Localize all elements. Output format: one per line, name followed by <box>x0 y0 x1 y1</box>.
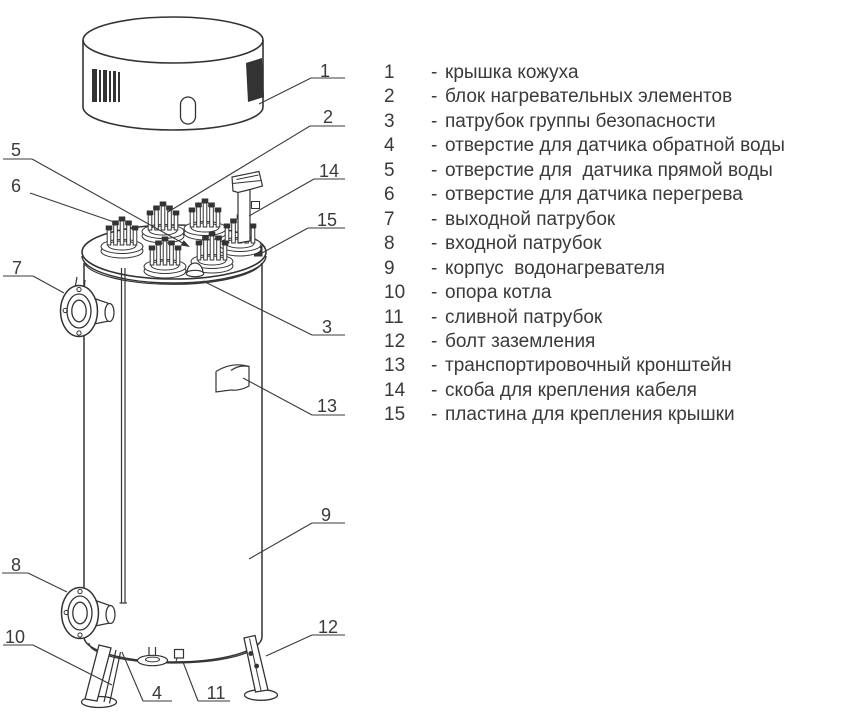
legend-item-number: 6 <box>384 184 395 206</box>
legend-item-number: 12 <box>384 330 406 352</box>
legend-item-separator: - <box>431 208 438 230</box>
legend-item-separator: - <box>431 282 438 304</box>
legend-item-7 <box>384 208 854 232</box>
legend-item-2 <box>384 85 854 109</box>
legend-item-separator: - <box>431 379 438 401</box>
legend-item-desc: транспортировочный кронштейн <box>445 355 732 377</box>
legend-item-6 <box>384 183 854 207</box>
legend-item-desc: патрубок группы безопасности <box>445 110 716 132</box>
callout-label-1: 1 <box>319 61 331 81</box>
legend-item-desc: отверстие для датчика прямой воды <box>445 159 773 181</box>
legend-item-12 <box>384 330 854 354</box>
legend-item-desc: входной патрубок <box>445 233 602 255</box>
legend-item-number: 10 <box>384 282 406 304</box>
legend-item-separator: - <box>431 110 438 132</box>
outlet-pipe-flange <box>61 286 115 337</box>
vent-slots-right-icon <box>246 58 264 102</box>
legend-item-1 <box>384 61 854 85</box>
legend-item-separator: - <box>431 86 438 108</box>
leader-lines <box>2 78 345 701</box>
legend-item-8 <box>384 232 854 256</box>
callout-label-2: 2 <box>322 107 334 127</box>
legend-item-number: 8 <box>384 233 395 255</box>
callout-label-4: 4 <box>151 683 163 703</box>
callout-numbers <box>5 61 339 703</box>
legend-item-desc: корпус водонагревателя <box>445 257 665 279</box>
legend-item-11 <box>384 306 854 330</box>
grounding-bolt-2 <box>254 664 259 669</box>
legend-item-separator: - <box>431 257 438 279</box>
legend-item-separator: - <box>431 404 438 426</box>
legend-item-desc: скоба для крепления кабеля <box>445 379 697 401</box>
callout-label-8: 8 <box>10 555 22 575</box>
inlet-pipe-flange <box>62 588 116 639</box>
legend-item-number: 5 <box>384 159 395 181</box>
legend-item-number: 1 <box>384 62 395 83</box>
legend-item-number: 13 <box>384 355 406 377</box>
legend-item-number: 14 <box>384 379 406 401</box>
callout-label-11: 11 <box>206 683 226 703</box>
legend-item-14 <box>384 379 854 403</box>
legend-item-number: 2 <box>384 86 395 108</box>
grounding-bolt <box>248 651 253 656</box>
legend-item-separator: - <box>431 62 438 83</box>
vent-slots-left-icon <box>92 69 120 102</box>
legend-item-number: 7 <box>384 208 395 230</box>
legend-item-number: 3 <box>384 110 395 132</box>
callout-label-3: 3 <box>321 317 333 337</box>
legend-item-desc: пластина для крепления крышки <box>445 404 735 426</box>
callout-label-6: 6 <box>10 176 22 196</box>
callout-label-13: 13 <box>316 396 338 416</box>
legend-item-number: 9 <box>384 257 395 279</box>
callout-label-15: 15 <box>316 210 338 230</box>
legend-item-15 <box>384 403 854 427</box>
legend-item-desc: болт заземления <box>445 330 596 352</box>
legend-item-desc: отверстие для датчика перегрева <box>445 184 743 206</box>
legend-item-separator: - <box>431 330 438 352</box>
legend-item-3 <box>384 110 854 134</box>
legend-item-desc: блок нагревательных элементов <box>445 86 733 108</box>
legend-item-desc: отверстие для датчика обратной воды <box>445 135 785 157</box>
cap-keyhole <box>181 97 196 124</box>
casing-cap <box>83 17 264 130</box>
legend-item-number: 15 <box>384 404 406 426</box>
callout-label-10: 10 <box>4 627 26 647</box>
legend-item-desc: крышка кожуха <box>445 62 579 83</box>
legend-item-separator: - <box>431 159 438 181</box>
legend-item-13 <box>384 354 854 378</box>
callout-label-7: 7 <box>11 258 23 278</box>
callout-label-14: 14 <box>318 161 340 181</box>
legend-item-number: 11 <box>384 306 404 328</box>
legend-list <box>384 61 854 428</box>
legend-item-desc: сливной патрубок <box>445 306 603 328</box>
callout-label-9: 9 <box>320 505 332 525</box>
legend-item-9 <box>384 257 854 281</box>
support-legs <box>82 636 278 708</box>
legend-item-desc: выходной патрубок <box>445 208 616 230</box>
callout-label-5: 5 <box>10 140 22 160</box>
legend-item-separator: - <box>431 306 438 328</box>
legend-item-number: 4 <box>384 135 395 157</box>
legend-item-separator: - <box>431 135 438 157</box>
legend-item-separator: - <box>431 355 438 377</box>
callout-label-12: 12 <box>317 617 339 637</box>
legend-item-desc: опора котла <box>445 282 552 304</box>
legend-item-4 <box>384 134 854 158</box>
legend-item-10 <box>384 281 854 305</box>
return-water-sensor-tube <box>120 268 128 603</box>
legend-item-separator: - <box>431 233 438 255</box>
heater-body <box>75 225 266 663</box>
legend-item-separator: - <box>431 184 438 206</box>
legend-item-5 <box>384 159 854 183</box>
